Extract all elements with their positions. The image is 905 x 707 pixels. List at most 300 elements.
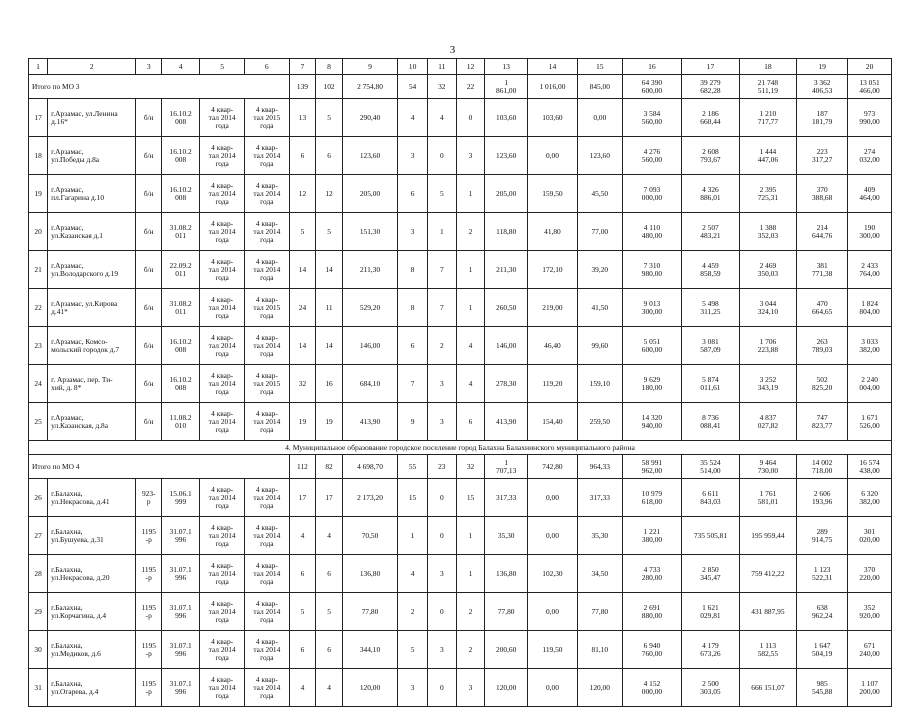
- row-c7: 5: [289, 593, 316, 631]
- row-c16: 7 093 000,00: [622, 175, 682, 213]
- row-c20: 973 990,00: [848, 99, 892, 137]
- row-c20: 409 464,00: [848, 175, 892, 213]
- row-c20: 301 020,00: [848, 517, 892, 555]
- row-c16: 4 152 000,00: [622, 669, 682, 707]
- row-c17: 4 459 858,59: [682, 251, 739, 289]
- row-c13: 413,90: [485, 403, 528, 441]
- row-c11: 7: [427, 289, 456, 327]
- row-c11: 0: [427, 137, 456, 175]
- total-c12: 22: [456, 75, 485, 99]
- row-c11: 0: [427, 669, 456, 707]
- row-address: г.Арзамас, пл.Гагарина д.10: [48, 175, 136, 213]
- row-c7: 32: [289, 365, 316, 403]
- row-c8: 14: [316, 251, 343, 289]
- row-c9: 136,80: [342, 555, 397, 593]
- row-c19: 187 181,79: [797, 99, 848, 137]
- row-c11: 1: [427, 213, 456, 251]
- row-c8: 4: [316, 669, 343, 707]
- column-number-cell: 3: [136, 59, 162, 75]
- row-c18: 1 761 581,01: [739, 479, 796, 517]
- row-c9: 205,00: [342, 175, 397, 213]
- row-number: 19: [29, 175, 48, 213]
- row-c15: 259,50: [577, 403, 622, 441]
- table-row: [29, 213, 892, 251]
- row-c15: 34,50: [577, 555, 622, 593]
- row-c18: 2 395 725,31: [739, 175, 796, 213]
- row-c15: 120,00: [577, 669, 622, 707]
- row-c8: 6: [316, 137, 343, 175]
- row-c15: 41,50: [577, 289, 622, 327]
- row-planned-quarter: 4 квар- тал 2014 года: [200, 593, 245, 631]
- row-c14: 219,00: [527, 289, 577, 327]
- column-number-cell: 10: [398, 59, 428, 75]
- row-address: г.Балахна, ул.Огарева, д.4: [48, 669, 136, 707]
- row-c17: 5 874 011,61: [682, 365, 739, 403]
- row-c16: 9 629 180,00: [622, 365, 682, 403]
- row-c13: 103,60: [485, 99, 528, 137]
- row-c17: 8 736 088,41: [682, 403, 739, 441]
- row-c17: 6 611 843,03: [682, 479, 739, 517]
- row-c10: 1: [398, 517, 428, 555]
- row-c18: 1 444 447,06: [739, 137, 796, 175]
- row-c15: 159,10: [577, 365, 622, 403]
- row-address: г.Балахна, ул.Бушуева, д.31: [48, 517, 136, 555]
- row-c8: 19: [316, 403, 343, 441]
- row-c19: 985 545,88: [797, 669, 848, 707]
- row-c15: 123,60: [577, 137, 622, 175]
- row-c12: 2: [456, 631, 485, 669]
- row-c10: 2: [398, 593, 428, 631]
- row-number: 23: [29, 327, 48, 365]
- row-address: г.Арзамас, ул.Ленина д.16*: [48, 99, 136, 137]
- row-c15: 0,00: [577, 99, 622, 137]
- column-number-cell: 16: [622, 59, 682, 75]
- column-number-cell: 12: [456, 59, 485, 75]
- row-c9: 684,10: [342, 365, 397, 403]
- row-c11: 7: [427, 251, 456, 289]
- row-c19: 1 123 522,31: [797, 555, 848, 593]
- row-c12: 2: [456, 593, 485, 631]
- row-document-number: б/н: [136, 327, 162, 365]
- row-c7: 6: [289, 631, 316, 669]
- row-c19: 381 771,38: [797, 251, 848, 289]
- row-c18: 4 837 027,82: [739, 403, 796, 441]
- row-c16: 9 013 300,00: [622, 289, 682, 327]
- row-c10: 3: [398, 137, 428, 175]
- total-c19: 3 362 406,53: [797, 75, 848, 99]
- row-document-number: б/н: [136, 137, 162, 175]
- row-document-date: 31.08.2 011: [161, 213, 199, 251]
- row-planned-quarter: 4 квар- тал 2014 года: [200, 289, 245, 327]
- row-c16: 4 110 480,00: [622, 213, 682, 251]
- row-c13: 260,50: [485, 289, 528, 327]
- row-c7: 13: [289, 99, 316, 137]
- row-c10: 4: [398, 99, 428, 137]
- row-c18: 195 959,44: [739, 517, 796, 555]
- total-c8: 82: [316, 455, 343, 479]
- total-c11: 23: [427, 455, 456, 479]
- row-document-date: 31.07.1 996: [161, 669, 199, 707]
- row-c15: 77,00: [577, 213, 622, 251]
- table-row: [29, 403, 892, 441]
- row-c19: 1 647 504,19: [797, 631, 848, 669]
- total-c19: 14 002 718,00: [797, 455, 848, 479]
- row-c8: 6: [316, 631, 343, 669]
- row-c9: 70,50: [342, 517, 397, 555]
- row-planned-quarter: 4 квар- тал 2014 года: [200, 213, 245, 251]
- row-c16: 6 940 760,00: [622, 631, 682, 669]
- column-number-cell: 13: [485, 59, 528, 75]
- row-c12: 1: [456, 251, 485, 289]
- row-c12: 1: [456, 517, 485, 555]
- row-number: 31: [29, 669, 48, 707]
- row-c11: 0: [427, 479, 456, 517]
- row-c19: 470 664,65: [797, 289, 848, 327]
- total-c12: 32: [456, 455, 485, 479]
- row-document-date: 31.07.1 996: [161, 631, 199, 669]
- row-c10: 6: [398, 327, 428, 365]
- row-document-number: б/н: [136, 175, 162, 213]
- table-row: [29, 479, 892, 517]
- total-c17: 39 279 682,28: [682, 75, 739, 99]
- row-planned-quarter: 4 квар- тал 2014 года: [200, 365, 245, 403]
- row-number: 21: [29, 251, 48, 289]
- row-document-date: 16.10.2 008: [161, 99, 199, 137]
- row-document-date: 11.08.2 010: [161, 403, 199, 441]
- row-document-number: б/н: [136, 289, 162, 327]
- row-c11: 3: [427, 365, 456, 403]
- row-c7: 5: [289, 213, 316, 251]
- row-c11: 0: [427, 593, 456, 631]
- total-c15: 964,33: [577, 455, 622, 479]
- row-c16: 7 310 980,00: [622, 251, 682, 289]
- row-address: г.Арзамас, ул.Казанская, д.8а: [48, 403, 136, 441]
- row-c20: 352 920,00: [848, 593, 892, 631]
- row-c20: 1 824 804,00: [848, 289, 892, 327]
- table-row: [29, 327, 892, 365]
- row-c7: 4: [289, 669, 316, 707]
- column-number-cell: 11: [427, 59, 456, 75]
- row-document-date: 15.06.1 999: [161, 479, 199, 517]
- row-c12: 4: [456, 327, 485, 365]
- row-planned-quarter: 4 квар- тал 2014 года: [200, 327, 245, 365]
- table-row: [29, 175, 892, 213]
- row-deadline-quarter: 4 квар- тал 2014 года: [244, 517, 289, 555]
- row-address: г.Арзамас, ул.Казанская д.1: [48, 213, 136, 251]
- row-c9: 413,90: [342, 403, 397, 441]
- table-row: [29, 289, 892, 327]
- row-document-number: б/н: [136, 403, 162, 441]
- row-c11: 5: [427, 175, 456, 213]
- row-c10: 5: [398, 631, 428, 669]
- row-address: г. Арзамас, пер. Ти- хий, д. 8*: [48, 365, 136, 403]
- row-c18: 1 388 352,03: [739, 213, 796, 251]
- column-number-cell: 2: [48, 59, 136, 75]
- row-c17: 5 498 311,25: [682, 289, 739, 327]
- column-number-cell: 18: [739, 59, 796, 75]
- row-c13: 205,00: [485, 175, 528, 213]
- row-c8: 14: [316, 327, 343, 365]
- row-planned-quarter: 4 квар- тал 2014 года: [200, 137, 245, 175]
- row-c16: 10 979 618,00: [622, 479, 682, 517]
- row-c10: 7: [398, 365, 428, 403]
- row-deadline-quarter: 4 квар- тал 2014 года: [244, 403, 289, 441]
- row-c10: 8: [398, 251, 428, 289]
- table-row: [29, 365, 892, 403]
- row-c17: 2 507 483,21: [682, 213, 739, 251]
- row-c9: 151,30: [342, 213, 397, 251]
- row-c11: 2: [427, 327, 456, 365]
- total-c7: 112: [289, 455, 316, 479]
- row-deadline-quarter: 4 квар- тал 2014 года: [244, 175, 289, 213]
- section-title-row: [29, 441, 892, 455]
- row-document-number: б/н: [136, 251, 162, 289]
- row-c12: 4: [456, 365, 485, 403]
- row-c8: 12: [316, 175, 343, 213]
- row-c12: 1: [456, 555, 485, 593]
- row-address: г.Арзамас, ул.Кирова д.41*: [48, 289, 136, 327]
- row-c9: 123,60: [342, 137, 397, 175]
- table-row: [29, 517, 892, 555]
- column-number-cell: 17: [682, 59, 739, 75]
- column-number-cell: 1: [29, 59, 48, 75]
- row-document-date: 22.09.2 011: [161, 251, 199, 289]
- row-c13: 211,30: [485, 251, 528, 289]
- row-deadline-quarter: 4 квар- тал 2014 года: [244, 555, 289, 593]
- total-c18: 21 748 511,19: [739, 75, 796, 99]
- row-c20: 671 240,00: [848, 631, 892, 669]
- row-c19: 223 317,27: [797, 137, 848, 175]
- row-c14: 159,50: [527, 175, 577, 213]
- row-planned-quarter: 4 квар- тал 2014 года: [200, 555, 245, 593]
- row-c8: 16: [316, 365, 343, 403]
- row-c14: 46,40: [527, 327, 577, 365]
- row-c10: 9: [398, 403, 428, 441]
- row-deadline-quarter: 4 квар- тал 2014 года: [244, 593, 289, 631]
- row-number: 25: [29, 403, 48, 441]
- row-c14: 0,00: [527, 479, 577, 517]
- table-row: [29, 137, 892, 175]
- row-c17: 2 608 793,67: [682, 137, 739, 175]
- section-title: 4. Муниципальное образование городское поселение город Балахна Балахнинского муниципального района: [29, 441, 892, 455]
- row-document-number: б/н: [136, 365, 162, 403]
- row-planned-quarter: 4 квар- тал 2014 года: [200, 175, 245, 213]
- row-c20: 6 320 382,00: [848, 479, 892, 517]
- row-c18: 3 044 324,10: [739, 289, 796, 327]
- row-c18: 1 706 223,88: [739, 327, 796, 365]
- total-c16: 58 991 962,00: [622, 455, 682, 479]
- total-c10: 55: [398, 455, 428, 479]
- row-c16: 14 320 940,00: [622, 403, 682, 441]
- column-number-cell: 4: [161, 59, 199, 75]
- row-address: г.Балахна, ул.Некрасова, д.20: [48, 555, 136, 593]
- row-c15: 81,10: [577, 631, 622, 669]
- row-c7: 19: [289, 403, 316, 441]
- row-document-date: 31.07.1 996: [161, 593, 199, 631]
- row-address: г.Арзамас, Комсо- мольский городок д.7: [48, 327, 136, 365]
- row-c9: 529,20: [342, 289, 397, 327]
- row-c11: 3: [427, 631, 456, 669]
- row-planned-quarter: 4 квар- тал 2014 года: [200, 517, 245, 555]
- row-c8: 5: [316, 213, 343, 251]
- row-number: 26: [29, 479, 48, 517]
- row-c7: 6: [289, 137, 316, 175]
- row-document-number: 1195 -р: [136, 631, 162, 669]
- total-c20: 16 574 438,00: [848, 455, 892, 479]
- total-c17: 35 524 514,00: [682, 455, 739, 479]
- row-deadline-quarter: 4 квар- тал 2014 года: [244, 213, 289, 251]
- row-document-date: 31.07.1 996: [161, 555, 199, 593]
- row-c7: 6: [289, 555, 316, 593]
- column-number-cell: 19: [797, 59, 848, 75]
- row-c17: 2 186 660,44: [682, 99, 739, 137]
- row-document-number: 1195 -р: [136, 593, 162, 631]
- row-number: 24: [29, 365, 48, 403]
- row-document-number: б/н: [136, 213, 162, 251]
- column-number-cell: 20: [848, 59, 892, 75]
- row-number: 17: [29, 99, 48, 137]
- row-c15: 317,33: [577, 479, 622, 517]
- row-address: г.Арзамас, ул.Победы д.8а: [48, 137, 136, 175]
- row-c15: 35,30: [577, 517, 622, 555]
- row-c11: 0: [427, 517, 456, 555]
- row-c18: 1 113 582,55: [739, 631, 796, 669]
- row-document-date: 31.08.2 011: [161, 289, 199, 327]
- row-number: 30: [29, 631, 48, 669]
- row-c13: 123,60: [485, 137, 528, 175]
- row-c9: 344,10: [342, 631, 397, 669]
- row-document-number: 1195 -р: [136, 669, 162, 707]
- row-c10: 15: [398, 479, 428, 517]
- total-c13: 1 707,13: [485, 455, 528, 479]
- row-c10: 8: [398, 289, 428, 327]
- row-c14: 0,00: [527, 593, 577, 631]
- row-number: 27: [29, 517, 48, 555]
- table-row: [29, 251, 892, 289]
- row-c12: 0: [456, 99, 485, 137]
- row-c15: 77,80: [577, 593, 622, 631]
- row-planned-quarter: 4 квар- тал 2014 года: [200, 99, 245, 137]
- row-deadline-quarter: 4 квар- тал 2014 года: [244, 251, 289, 289]
- row-c18: 2 469 350,03: [739, 251, 796, 289]
- row-planned-quarter: 4 квар- тал 2014 года: [200, 669, 245, 707]
- total-c14: 1 016,00: [527, 75, 577, 99]
- row-document-number: б/н: [136, 99, 162, 137]
- row-c11: 3: [427, 403, 456, 441]
- total-c9: 4 698,70: [342, 455, 397, 479]
- row-c12: 2: [456, 213, 485, 251]
- row-c20: 370 220,00: [848, 555, 892, 593]
- row-c17: 4 326 886,01: [682, 175, 739, 213]
- row-number: 18: [29, 137, 48, 175]
- table-row: [29, 669, 892, 707]
- row-c10: 4: [398, 555, 428, 593]
- row-c10: 3: [398, 669, 428, 707]
- row-c20: 3 033 382,00: [848, 327, 892, 365]
- row-c8: 11: [316, 289, 343, 327]
- total-c8: 102: [316, 75, 343, 99]
- row-c15: 45,50: [577, 175, 622, 213]
- row-c13: 120,00: [485, 669, 528, 707]
- row-document-number: 1195 -р: [136, 517, 162, 555]
- row-c9: 290,40: [342, 99, 397, 137]
- row-c16: 3 584 560,00: [622, 99, 682, 137]
- column-number-row: [29, 59, 892, 75]
- row-c16: 2 691 880,00: [622, 593, 682, 631]
- row-c9: 211,30: [342, 251, 397, 289]
- row-c20: 1 107 200,00: [848, 669, 892, 707]
- row-number: 20: [29, 213, 48, 251]
- row-c19: 370 388,68: [797, 175, 848, 213]
- row-c19: 502 825,20: [797, 365, 848, 403]
- total-c7: 139: [289, 75, 316, 99]
- column-number-cell: 5: [200, 59, 245, 75]
- row-c9: 2 173,20: [342, 479, 397, 517]
- row-c14: 0,00: [527, 517, 577, 555]
- row-number: 22: [29, 289, 48, 327]
- row-c16: 1 221 380,00: [622, 517, 682, 555]
- row-c7: 17: [289, 479, 316, 517]
- row-deadline-quarter: 4 квар- тал 2015 года: [244, 365, 289, 403]
- row-c19: 747 823,77: [797, 403, 848, 441]
- row-c15: 39,20: [577, 251, 622, 289]
- total-c11: 32: [427, 75, 456, 99]
- row-c17: 2 500 303,05: [682, 669, 739, 707]
- column-number-cell: 6: [244, 59, 289, 75]
- row-c20: 274 032,00: [848, 137, 892, 175]
- row-document-date: 16.10.2 008: [161, 365, 199, 403]
- row-c13: 136,80: [485, 555, 528, 593]
- row-number: 29: [29, 593, 48, 631]
- row-c12: 1: [456, 175, 485, 213]
- row-c7: 4: [289, 517, 316, 555]
- row-address: г.Балахна, ул.Медиков, д.6: [48, 631, 136, 669]
- row-planned-quarter: 4 квар- тал 2014 года: [200, 631, 245, 669]
- row-c7: 14: [289, 327, 316, 365]
- row-c13: 77,80: [485, 593, 528, 631]
- row-c9: 120,00: [342, 669, 397, 707]
- row-c20: 190 300,00: [848, 213, 892, 251]
- row-c17: 4 179 673,26: [682, 631, 739, 669]
- row-document-number: 923- р: [136, 479, 162, 517]
- row-deadline-quarter: 4 квар- тал 2015 года: [244, 289, 289, 327]
- column-number-cell: 7: [289, 59, 316, 75]
- table-row: [29, 99, 892, 137]
- row-c13: 35,30: [485, 517, 528, 555]
- row-c12: 3: [456, 669, 485, 707]
- row-c20: 2 240 004,00: [848, 365, 892, 403]
- row-document-date: 16.10.2 008: [161, 175, 199, 213]
- row-address: г.Арзамас, ул.Володарского д.19: [48, 251, 136, 289]
- total-c10: 54: [398, 75, 428, 99]
- row-c14: 102,30: [527, 555, 577, 593]
- row-c15: 99,60: [577, 327, 622, 365]
- row-deadline-quarter: 4 квар- тал 2015 года: [244, 99, 289, 137]
- row-c13: 118,80: [485, 213, 528, 251]
- row-c14: 41,80: [527, 213, 577, 251]
- row-c14: 119,50: [527, 631, 577, 669]
- column-number-cell: 15: [577, 59, 622, 75]
- row-c8: 4: [316, 517, 343, 555]
- row-c13: 278,30: [485, 365, 528, 403]
- row-deadline-quarter: 4 квар- тал 2014 года: [244, 327, 289, 365]
- row-c19: 289 914,75: [797, 517, 848, 555]
- row-document-date: 16.10.2 008: [161, 327, 199, 365]
- row-c16: 4 276 560,00: [622, 137, 682, 175]
- row-c20: 2 433 764,00: [848, 251, 892, 289]
- table-row: [29, 631, 892, 669]
- row-c8: 17: [316, 479, 343, 517]
